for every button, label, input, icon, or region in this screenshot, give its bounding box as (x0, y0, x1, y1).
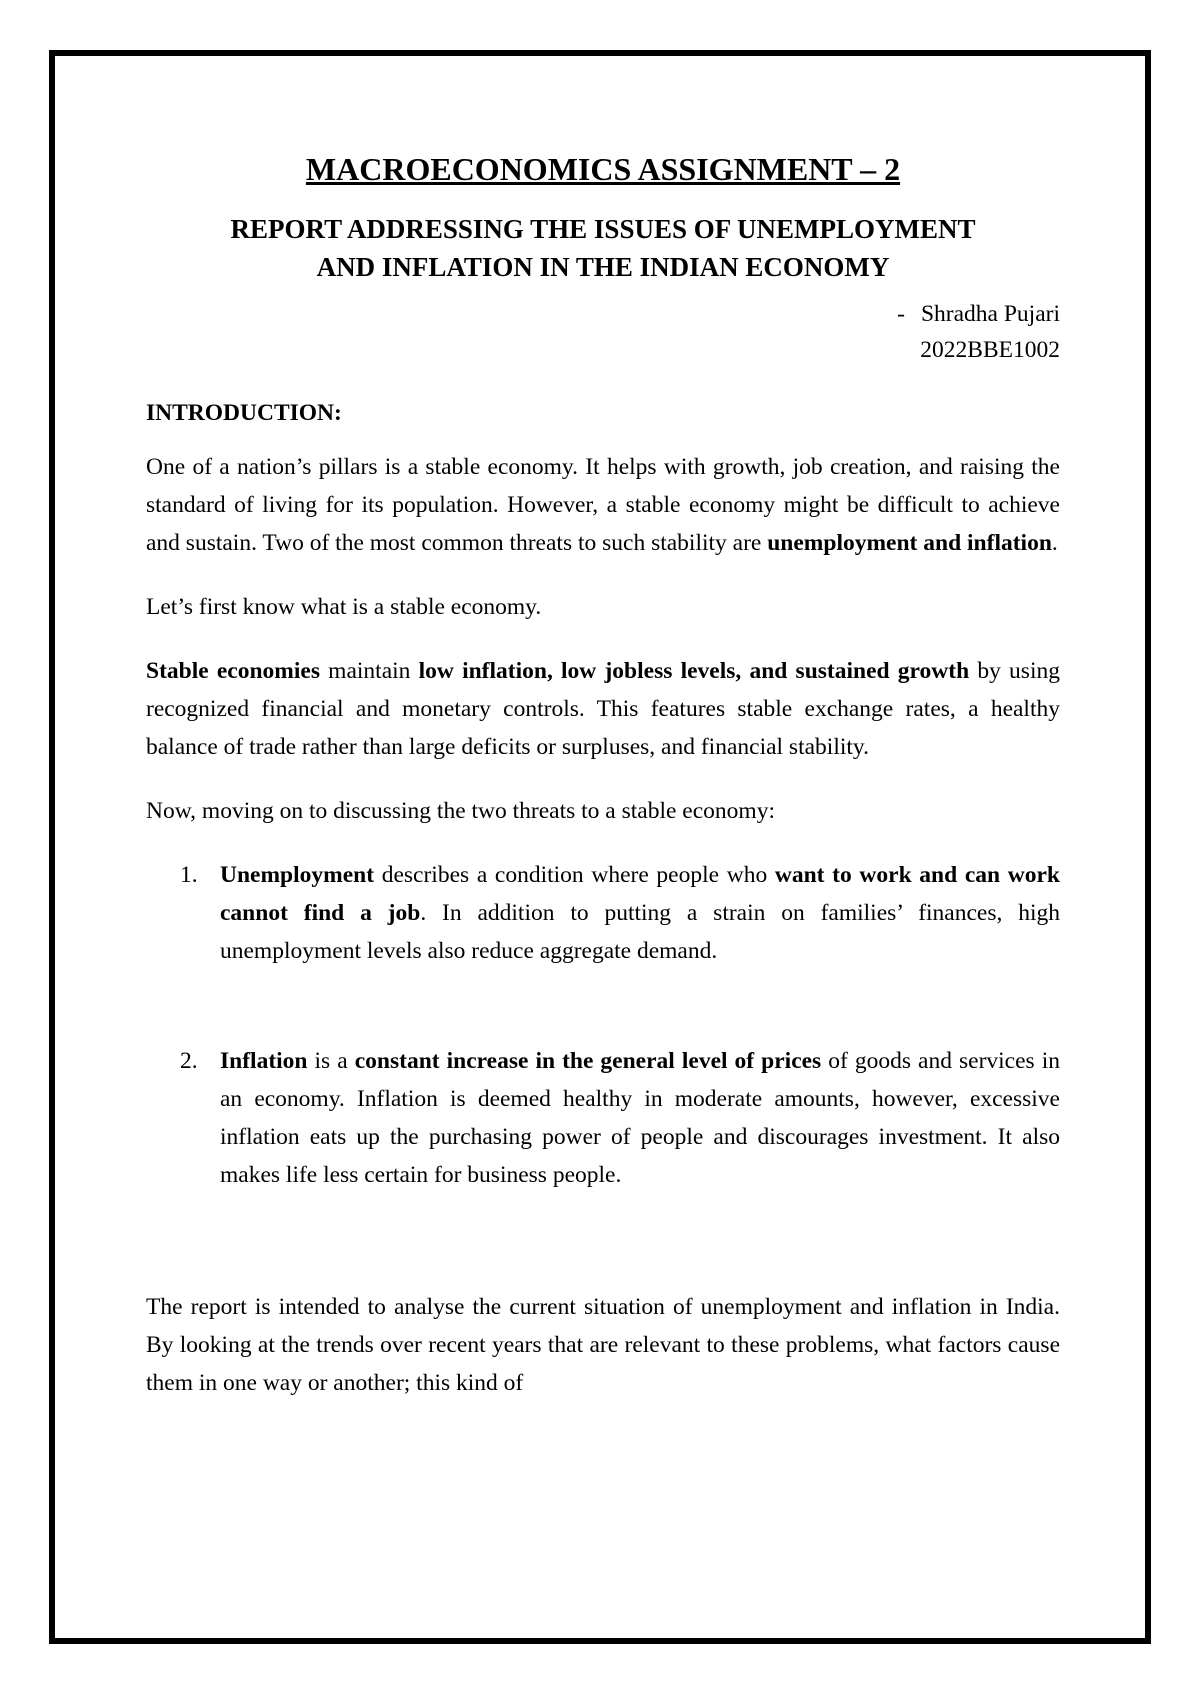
document-title: MACROECONOMICS ASSIGNMENT – 2 (305, 151, 901, 187)
intro-paragraph-bold: unemployment and inflation (767, 530, 1052, 556)
list-item (146, 1042, 1060, 1194)
author-block (146, 296, 1060, 368)
list-item-number: 1. (180, 862, 198, 888)
definition-bold-2: low inflation, low jobless levels, and sustained growth (418, 658, 970, 684)
list-item-number: 2. (180, 1048, 198, 1074)
definition-text-2: by using recognized financial and monetary controls. This features stable exchange rates, a healthy balance of trade rather than large deficits or surpluses, and financial stability. (146, 658, 1060, 760)
threats-intro: Now, moving on to discussing the two threats to a stable economy: (146, 798, 775, 824)
intro-paragraph-end: . (1051, 530, 1058, 556)
list-item-bold-1: Inflation (220, 1048, 308, 1074)
stable-economy-question: Let’s first know what is a stable economy. (146, 594, 542, 620)
list-item-text-2: of goods and services in an economy. Inflation is deemed healthy in moderate amounts, however, excessive inflation eats up the purchasing power of people and discourages investment. It also makes life less certain for business people. (220, 1048, 1061, 1188)
definition-text-1: maintain (319, 658, 419, 684)
intro-paragraph-text: One of a nation’s pillars is a stable economy. It helps with growth, job creation, and raising the standard of living for its population. However, a stable economy might be difficult to achieve and sustain. Two of the most common threats to such stability are (146, 454, 1060, 556)
list-item-text-1: describes a condition where people who (374, 862, 775, 888)
report-purpose-paragraph: The report is intended to analyse the current situation of unemployment and inflation in India. By looking at the trends over recent years that are relevant to these problems, what factors cause them in one way or another; this kind of (146, 1294, 1060, 1396)
stable-economy-definition (146, 652, 1060, 766)
author-dash: - (897, 301, 905, 327)
list-item-bold-2: want to work and can work cannot find a job (220, 862, 1061, 926)
intro-paragraph (146, 448, 1060, 562)
definition-bold-1: Stable economies (146, 658, 320, 684)
intro-heading: INTRODUCTION: (146, 400, 342, 426)
list-item-text-1: is a (307, 1048, 355, 1074)
subtitle-line-1: REPORT ADDRESSING THE ISSUES OF UNEMPLOYMENT (230, 214, 976, 244)
author-name: Shradha Pujari (920, 301, 1060, 327)
list-item (146, 856, 1060, 970)
report-subtitle (146, 210, 1060, 286)
subtitle-line-2: AND INFLATION IN THE INDIAN ECONOMY (316, 252, 890, 282)
threats-list (146, 856, 1060, 1194)
list-item-bold-1: Unemployment (220, 862, 375, 888)
document-body (146, 140, 1060, 1428)
author-id: 2022BBE1002 (920, 337, 1060, 363)
list-item-text-2: . In addition to putting a strain on families’ finances, high unemployment levels also reduce aggregate demand. (220, 900, 1060, 964)
list-item-bold-2: constant increase in the general level of prices (354, 1048, 822, 1074)
